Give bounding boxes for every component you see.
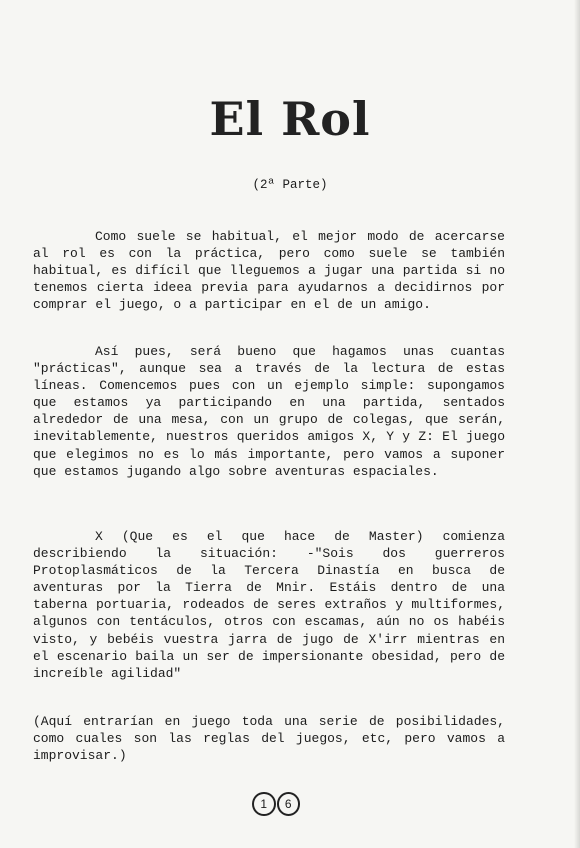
page-number-digit-1: 1	[252, 792, 276, 816]
paragraph-1-text: Como suele se habitual, el mejor modo de acercarse al rol es con la práctica, pero como suele se también habitual, es difícil que lleguemos a jugar una partida si no tenemos cierta ideea previa para ayudarnos a decidirnos por comprar el juego, o a participar en el de un amigo.	[33, 229, 505, 313]
paragraph-3-text: X (Que es el que hace de Master) comienza describiendo la situación: -"Sois dos guerreros Protoplasmáticos de la Tercera Dinastía en busca de aventuras por la Tierra de Mnir. Estáis dentro de una taberna portuaria, rodeados de seres extraños y multiformes, algunos con tentáculos, otros con escamas, aún no os habéis visto, y bebéis vuestra jarra de jugo de X'irr mientras en el escenario baila un ser de impersionante obesidad, pero de increíble agilidad"	[33, 529, 505, 681]
paragraph-2	[33, 343, 505, 480]
page-subtitle: (2ª Parte)	[252, 178, 328, 192]
page-number	[252, 792, 300, 816]
paragraph-3	[33, 528, 505, 682]
paragraph-4-text: (Aquí entrarían en juego toda una serie de posibilidades, como cuales son las reglas del juegos, etc, pero vamos a improvisar.)	[33, 714, 505, 764]
paragraph-4	[33, 713, 505, 764]
page-number-digit-2: 6	[277, 792, 301, 816]
page-title: El Rol	[209, 92, 371, 146]
paragraph-2-text: Así pues, será bueno que hagamos unas cuantas "prácticas", aunque sea a través de la lectura de estas líneas. Comencemos pues con un ejemplo simple: supongamos que estamos ya participando en una partida, sentados alrededor de una mesa, con un grupo de colegas, que serán, inevitablemente, nuestros queridos amigos X, Y y Z: El juego que elegimos no es lo más importante, pero vamos a suponer que estamos jugando algo sobre aventuras espaciales.	[33, 344, 505, 479]
paragraph-1	[33, 228, 505, 313]
